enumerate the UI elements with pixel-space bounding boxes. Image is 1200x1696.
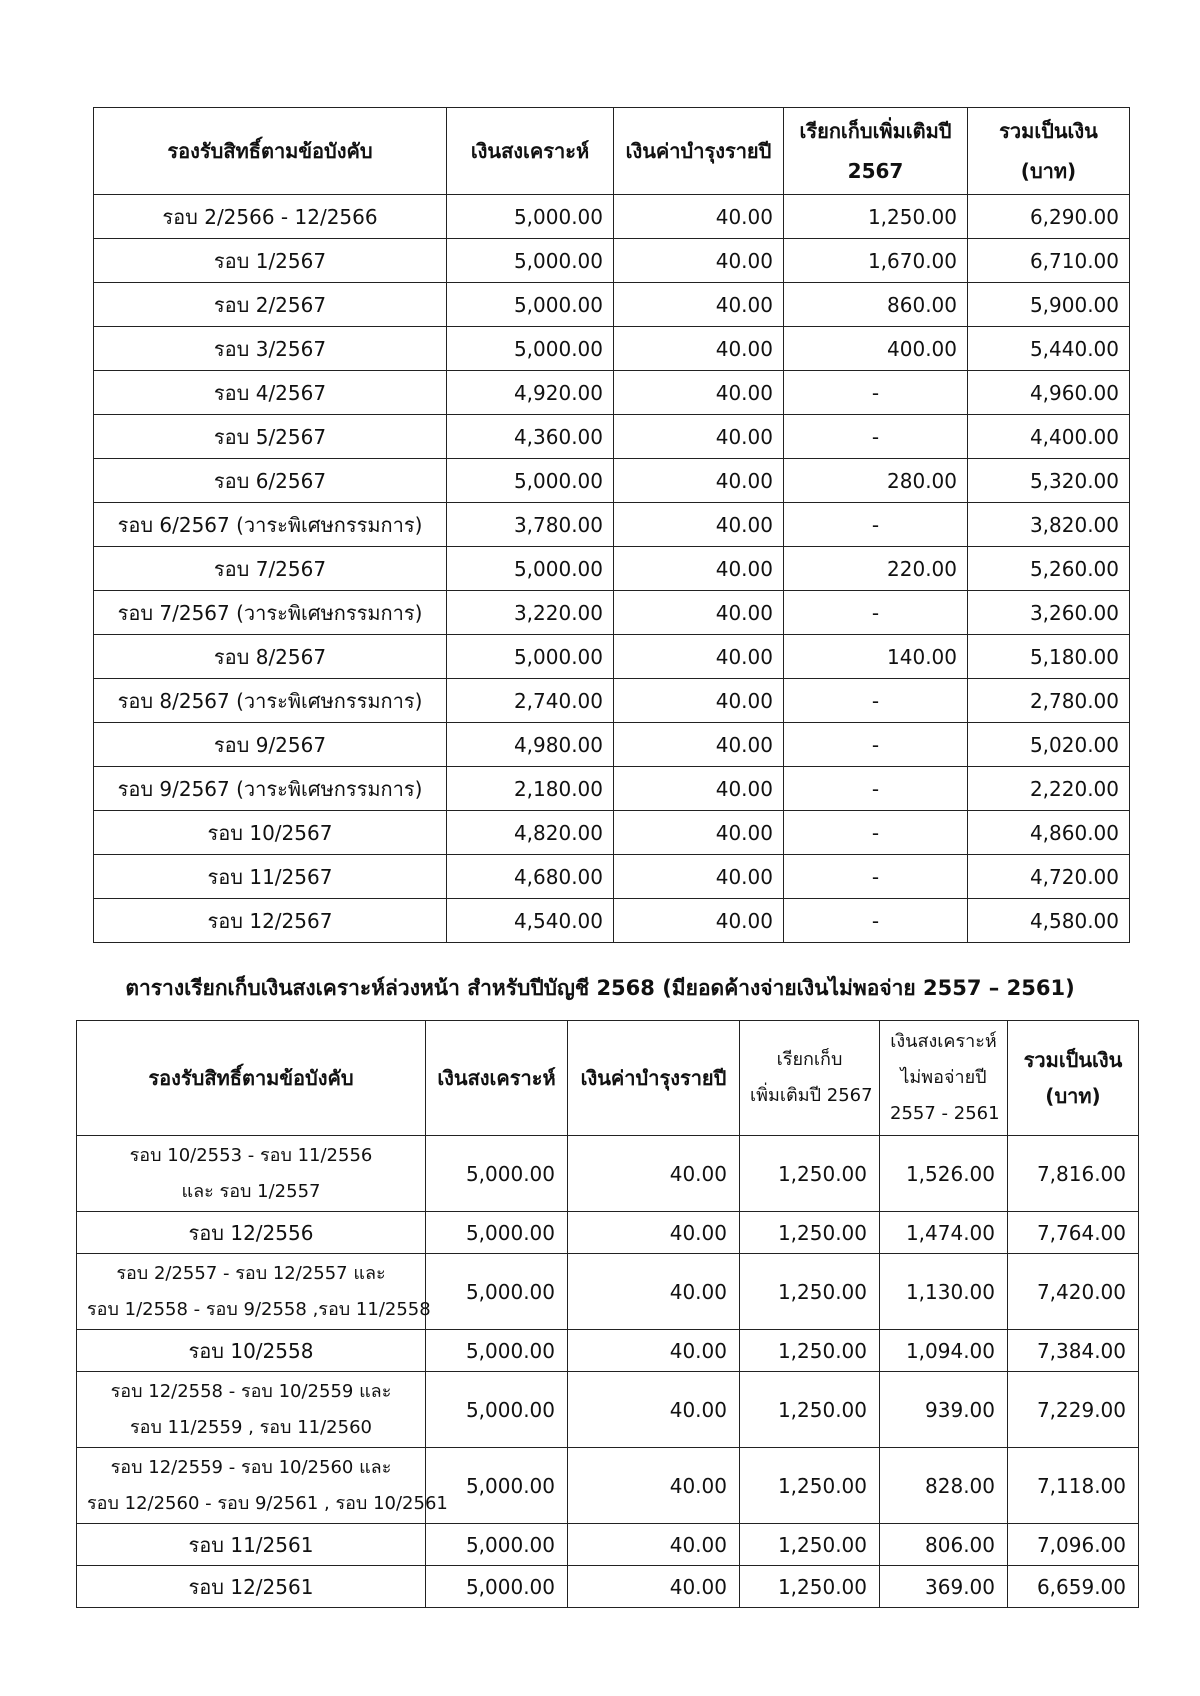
fee-cell: 40.00 bbox=[614, 767, 784, 811]
extra-cell: 220.00 bbox=[784, 547, 968, 591]
header-shortfall bbox=[880, 1021, 1008, 1136]
total-cell: 7,420.00 bbox=[1008, 1254, 1139, 1330]
table-row bbox=[94, 503, 1130, 547]
table-body bbox=[77, 1136, 1139, 1608]
extra-cell: 860.00 bbox=[784, 283, 968, 327]
total-cell: 5,320.00 bbox=[968, 459, 1130, 503]
table-row bbox=[77, 1372, 1139, 1448]
fee-cell: 40.00 bbox=[568, 1372, 740, 1448]
benefit-cell: 2,180.00 bbox=[447, 767, 614, 811]
extra-cell: 1,250.00 bbox=[740, 1212, 880, 1254]
fee-cell: 40.00 bbox=[568, 1524, 740, 1566]
extra-cell: - bbox=[784, 767, 968, 811]
round-line1: รอบ 12/2559 - รอบ 10/2560 และ bbox=[110, 1456, 392, 1478]
benefit-cell: 4,980.00 bbox=[447, 723, 614, 767]
shortfall-cell: 1,094.00 bbox=[880, 1330, 1008, 1372]
fee-cell: 40.00 bbox=[614, 239, 784, 283]
fee-cell: 40.00 bbox=[614, 371, 784, 415]
header-extra-line2: เพิ่มเติมปี 2567 bbox=[750, 1085, 873, 1106]
benefit-cell: 5,000.00 bbox=[447, 635, 614, 679]
table-row bbox=[94, 811, 1130, 855]
total-cell: 7,384.00 bbox=[1008, 1330, 1139, 1372]
extra-cell: - bbox=[784, 855, 968, 899]
round-cell bbox=[77, 1524, 426, 1566]
fee-cell: 40.00 bbox=[568, 1254, 740, 1330]
table-header-row bbox=[94, 108, 1130, 195]
contribution-table-2567 bbox=[93, 107, 1130, 943]
total-cell: 5,900.00 bbox=[968, 283, 1130, 327]
total-cell: 4,400.00 bbox=[968, 415, 1130, 459]
shortfall-cell: 939.00 bbox=[880, 1372, 1008, 1448]
fee-cell: 40.00 bbox=[568, 1136, 740, 1212]
table-row bbox=[94, 327, 1130, 371]
round-cell bbox=[77, 1254, 431, 1330]
fee-cell: 40.00 bbox=[568, 1566, 740, 1608]
benefit-cell: 3,220.00 bbox=[447, 591, 614, 635]
extra-cell: 1,250.00 bbox=[784, 195, 968, 239]
total-cell: 3,820.00 bbox=[968, 503, 1130, 547]
extra-cell: 1,250.00 bbox=[740, 1254, 880, 1330]
benefit-cell: 4,360.00 bbox=[447, 415, 614, 459]
round-line1: รอบ 11/2561 bbox=[188, 1532, 314, 1557]
header-annual-fee: เงินค่าบำรุงรายปี bbox=[614, 108, 784, 195]
table-caption: ตารางเรียกเก็บเงินสงเคราะห์ล่วงหน้า สำหรับปีบัญชี 2568 (มียอดค้างจ่ายเงินไม่พอจ่าย 2557 – 2561) bbox=[125, 976, 1075, 1000]
benefit-cell: 5,000.00 bbox=[447, 283, 614, 327]
shortfall-cell: 828.00 bbox=[880, 1448, 1008, 1524]
extra-cell: 1,250.00 bbox=[740, 1524, 880, 1566]
shortfall-cell: 1,130.00 bbox=[880, 1254, 1008, 1330]
total-cell: 4,860.00 bbox=[968, 811, 1130, 855]
header-shortfall-line1: เงินสงเคราะห์ bbox=[890, 1031, 997, 1052]
table-row bbox=[77, 1136, 1139, 1212]
round-cell: รอบ 11/2567 bbox=[94, 855, 447, 899]
header-benefit: เงินสงเคราะห์ bbox=[447, 108, 614, 195]
extra-cell: 1,250.00 bbox=[740, 1566, 880, 1608]
extra-cell: 400.00 bbox=[784, 327, 968, 371]
round-cell: รอบ 10/2567 bbox=[94, 811, 447, 855]
extra-cell: 1,250.00 bbox=[740, 1448, 880, 1524]
round-line2: รอบ 11/2559 , รอบ 11/2560 bbox=[130, 1416, 372, 1438]
header-total bbox=[1008, 1021, 1139, 1136]
total-cell: 7,816.00 bbox=[1008, 1136, 1139, 1212]
total-cell: 5,260.00 bbox=[968, 547, 1130, 591]
round-cell bbox=[77, 1136, 426, 1212]
round-cell: รอบ 9/2567 (วาระพิเศษกรรมการ) bbox=[94, 767, 447, 811]
benefit-cell: 4,540.00 bbox=[447, 899, 614, 943]
round-cell: รอบ 4/2567 bbox=[94, 371, 447, 415]
total-cell: 5,020.00 bbox=[968, 723, 1130, 767]
total-cell: 7,118.00 bbox=[1008, 1448, 1139, 1524]
extra-cell: - bbox=[784, 371, 968, 415]
fee-cell: 40.00 bbox=[614, 415, 784, 459]
fee-cell: 40.00 bbox=[614, 679, 784, 723]
header-extra-line1: เรียกเก็บ bbox=[776, 1049, 843, 1070]
header-annual-fee: เงินค่าบำรุงรายปี bbox=[568, 1021, 740, 1136]
total-cell: 7,096.00 bbox=[1008, 1524, 1139, 1566]
shortfall-cell: 369.00 bbox=[880, 1566, 1008, 1608]
round-line1: รอบ 10/2558 bbox=[188, 1338, 314, 1363]
header-extra-line1: เรียกเก็บเพิ่มเติมปี bbox=[799, 119, 952, 143]
table-row bbox=[94, 547, 1130, 591]
round-cell: รอบ 7/2567 bbox=[94, 547, 447, 591]
extra-cell: - bbox=[784, 503, 968, 547]
round-line2: และ รอบ 1/2557 bbox=[181, 1180, 321, 1202]
benefit-cell: 5,000.00 bbox=[426, 1524, 568, 1566]
benefit-cell: 5,000.00 bbox=[426, 1330, 568, 1372]
header-total-line2: (บาท) bbox=[1045, 1084, 1101, 1108]
header-extra bbox=[740, 1021, 880, 1136]
benefit-cell: 5,000.00 bbox=[447, 459, 614, 503]
round-cell: รอบ 6/2567 (วาระพิเศษกรรมการ) bbox=[94, 503, 447, 547]
header-total-line1: รวมเป็นเงิน bbox=[1023, 1048, 1123, 1072]
fee-cell: 40.00 bbox=[614, 459, 784, 503]
extra-cell: 1,250.00 bbox=[740, 1330, 880, 1372]
table-row bbox=[94, 415, 1130, 459]
round-cell: รอบ 8/2567 (วาระพิเศษกรรมการ) bbox=[94, 679, 447, 723]
round-cell: รอบ 2/2566 - 12/2566 bbox=[94, 195, 447, 239]
benefit-cell: 5,000.00 bbox=[426, 1566, 568, 1608]
fee-cell: 40.00 bbox=[568, 1212, 740, 1254]
table-row bbox=[77, 1566, 1139, 1608]
benefit-cell: 5,000.00 bbox=[447, 327, 614, 371]
table-row bbox=[94, 591, 1130, 635]
table-row bbox=[77, 1524, 1139, 1566]
fee-cell: 40.00 bbox=[614, 503, 784, 547]
fee-cell: 40.00 bbox=[614, 811, 784, 855]
fee-cell: 40.00 bbox=[614, 899, 784, 943]
header-extra bbox=[784, 108, 968, 195]
shortfall-cell: 806.00 bbox=[880, 1524, 1008, 1566]
extra-cell: 1,670.00 bbox=[784, 239, 968, 283]
fee-cell: 40.00 bbox=[614, 723, 784, 767]
round-cell: รอบ 2/2567 bbox=[94, 283, 447, 327]
round-cell: รอบ 12/2567 bbox=[94, 899, 447, 943]
benefit-cell: 3,780.00 bbox=[447, 503, 614, 547]
table-row bbox=[94, 283, 1130, 327]
benefit-cell: 5,000.00 bbox=[426, 1372, 568, 1448]
table-row bbox=[94, 899, 1130, 943]
total-cell: 2,780.00 bbox=[968, 679, 1130, 723]
benefit-cell: 5,000.00 bbox=[426, 1212, 568, 1254]
header-shortfall-line3: 2557 - 2561 bbox=[890, 1103, 1000, 1124]
fee-cell: 40.00 bbox=[614, 635, 784, 679]
benefit-cell: 5,000.00 bbox=[426, 1448, 568, 1524]
table-header-row bbox=[77, 1021, 1139, 1136]
header-shortfall-line2: ไม่พอจ่ายปี bbox=[900, 1067, 987, 1088]
round-cell bbox=[77, 1330, 426, 1372]
extra-cell: - bbox=[784, 723, 968, 767]
header-total bbox=[968, 108, 1130, 195]
shortfall-cell: 1,474.00 bbox=[880, 1212, 1008, 1254]
round-line1: รอบ 12/2556 bbox=[188, 1220, 314, 1245]
advance-contribution-table-2568 bbox=[76, 1020, 1139, 1608]
round-cell bbox=[77, 1212, 426, 1254]
benefit-cell: 5,000.00 bbox=[447, 239, 614, 283]
total-cell: 4,720.00 bbox=[968, 855, 1130, 899]
benefit-cell: 4,820.00 bbox=[447, 811, 614, 855]
table-row bbox=[94, 635, 1130, 679]
benefit-cell: 5,000.00 bbox=[426, 1136, 568, 1212]
round-cell bbox=[77, 1448, 448, 1524]
benefit-cell: 4,920.00 bbox=[447, 371, 614, 415]
fee-cell: 40.00 bbox=[614, 195, 784, 239]
header-extra-line2: 2567 bbox=[847, 159, 904, 183]
fee-cell: 40.00 bbox=[568, 1330, 740, 1372]
fee-cell: 40.00 bbox=[614, 591, 784, 635]
extra-cell: - bbox=[784, 811, 968, 855]
round-cell: รอบ 1/2567 bbox=[94, 239, 447, 283]
table-row bbox=[94, 195, 1130, 239]
fee-cell: 40.00 bbox=[614, 327, 784, 371]
total-cell: 7,764.00 bbox=[1008, 1212, 1139, 1254]
table-row bbox=[94, 767, 1130, 811]
table-row bbox=[94, 855, 1130, 899]
total-cell: 5,440.00 bbox=[968, 327, 1130, 371]
round-cell: รอบ 3/2567 bbox=[94, 327, 447, 371]
extra-cell: 1,250.00 bbox=[740, 1372, 880, 1448]
total-cell: 3,260.00 bbox=[968, 591, 1130, 635]
round-cell bbox=[77, 1372, 426, 1448]
header-benefit: เงินสงเคราะห์ bbox=[426, 1021, 568, 1136]
round-line1: รอบ 2/2557 - รอบ 12/2557 และ bbox=[116, 1262, 386, 1284]
round-line2: รอบ 1/2558 - รอบ 9/2558 ,รอบ 11/2558 bbox=[87, 1298, 431, 1320]
table-row bbox=[94, 459, 1130, 503]
total-cell: 7,229.00 bbox=[1008, 1372, 1139, 1448]
extra-cell: 280.00 bbox=[784, 459, 968, 503]
table-body bbox=[94, 195, 1130, 943]
round-line1: รอบ 12/2561 bbox=[188, 1574, 314, 1599]
header-right: รองรับสิทธิ์ตามข้อบังคับ bbox=[77, 1021, 426, 1136]
table-row bbox=[77, 1448, 1139, 1524]
extra-cell: - bbox=[784, 591, 968, 635]
total-cell: 5,180.00 bbox=[968, 635, 1130, 679]
benefit-cell: 5,000.00 bbox=[447, 547, 614, 591]
round-cell: รอบ 8/2567 bbox=[94, 635, 447, 679]
fee-cell: 40.00 bbox=[568, 1448, 740, 1524]
extra-cell: 140.00 bbox=[784, 635, 968, 679]
shortfall-cell: 1,526.00 bbox=[880, 1136, 1008, 1212]
round-cell bbox=[77, 1566, 426, 1608]
header-total-line1: รวมเป็นเงิน bbox=[999, 119, 1098, 143]
total-cell: 2,220.00 bbox=[968, 767, 1130, 811]
round-line1: รอบ 12/2558 - รอบ 10/2559 และ bbox=[110, 1380, 392, 1402]
benefit-cell: 5,000.00 bbox=[447, 195, 614, 239]
fee-cell: 40.00 bbox=[614, 855, 784, 899]
fee-cell: 40.00 bbox=[614, 283, 784, 327]
round-cell: รอบ 9/2567 bbox=[94, 723, 447, 767]
total-cell: 6,659.00 bbox=[1008, 1566, 1139, 1608]
fee-cell: 40.00 bbox=[614, 547, 784, 591]
total-cell: 4,960.00 bbox=[968, 371, 1130, 415]
header-right: รองรับสิทธิ์ตามข้อบังคับ bbox=[94, 108, 447, 195]
table-row bbox=[77, 1330, 1139, 1372]
benefit-cell: 2,740.00 bbox=[447, 679, 614, 723]
extra-cell: - bbox=[784, 679, 968, 723]
table-row bbox=[94, 723, 1130, 767]
table-row bbox=[77, 1254, 1139, 1330]
total-cell: 6,290.00 bbox=[968, 195, 1130, 239]
total-cell: 6,710.00 bbox=[968, 239, 1130, 283]
table-row bbox=[94, 239, 1130, 283]
benefit-cell: 5,000.00 bbox=[426, 1254, 568, 1330]
header-total-line2: (บาท) bbox=[1020, 159, 1077, 183]
total-cell: 4,580.00 bbox=[968, 899, 1130, 943]
round-line2: รอบ 12/2560 - รอบ 9/2561 , รอบ 10/2561 bbox=[87, 1492, 448, 1514]
round-line1: รอบ 10/2553 - รอบ 11/2556 bbox=[129, 1144, 373, 1166]
benefit-cell: 4,680.00 bbox=[447, 855, 614, 899]
extra-cell: - bbox=[784, 899, 968, 943]
extra-cell: 1,250.00 bbox=[740, 1136, 880, 1212]
extra-cell: - bbox=[784, 415, 968, 459]
table-row bbox=[94, 679, 1130, 723]
round-cell: รอบ 7/2567 (วาระพิเศษกรรมการ) bbox=[94, 591, 447, 635]
round-cell: รอบ 5/2567 bbox=[94, 415, 447, 459]
round-cell: รอบ 6/2567 bbox=[94, 459, 447, 503]
table-row bbox=[77, 1212, 1139, 1254]
table-row bbox=[94, 371, 1130, 415]
